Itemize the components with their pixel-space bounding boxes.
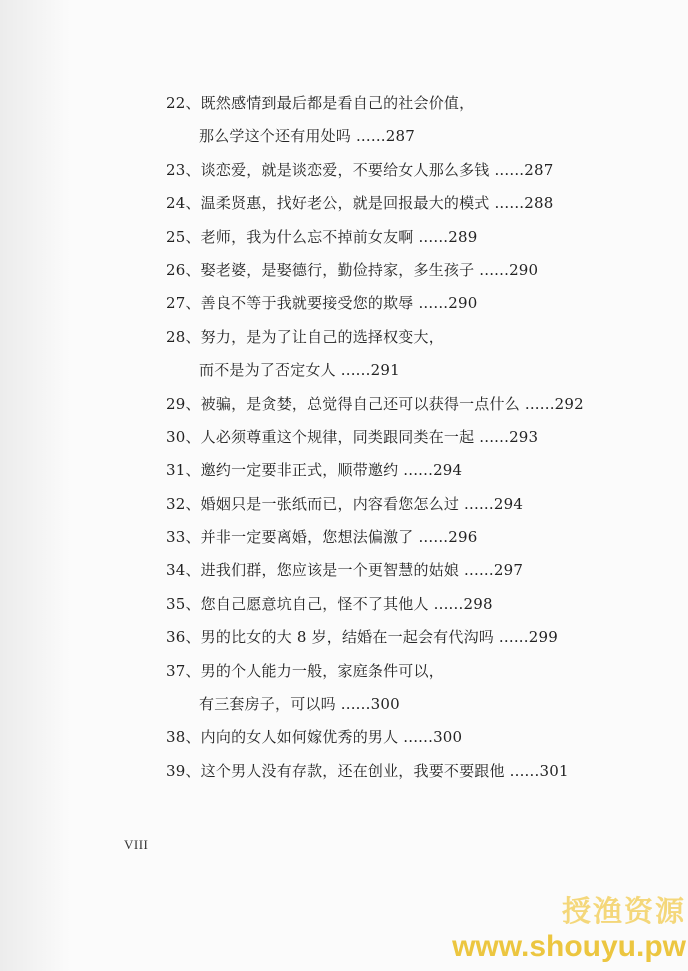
toc-entry: 37、男的个人能力一般，家庭条件可以，: [166, 661, 444, 680]
toc-entry: 28、努力，是为了让自己的选择权变大，: [166, 327, 444, 346]
toc-entry-continuation: 而不是为了否定女人 ......291: [199, 361, 400, 380]
watermark-url: www.shouyu.pw: [452, 930, 686, 963]
toc-entry: 29、被骗，是贪婪，总觉得自己还可以获得一点什么 ......292: [166, 394, 584, 413]
table-of-contents: [166, 90, 636, 791]
toc-entry: 22、既然感情到最后都是看自己的社会价值，: [166, 94, 475, 112]
toc-entry: 25、老师，我为什么忘不掉前女友啊 ......289: [166, 227, 478, 246]
watermark: [452, 898, 686, 962]
toc-entry: 36、男的比女的大 8 岁，结婚在一起会有代沟吗 ......299: [166, 628, 558, 647]
toc-entry: 27、善良不等于我就要接受您的欺辱 ......290: [166, 294, 478, 313]
toc-entry: 30、人必须尊重这个规律，同类跟同类在一起 ......293: [166, 427, 539, 446]
toc-entry-continuation: 有三套房子，可以吗 ......300: [199, 695, 400, 714]
toc-entry: 32、婚姻只是一张纸而已，内容看您怎么过 ......294: [166, 494, 524, 513]
toc-entry: 31、邀约一定要非正式，顺带邀约 ......294: [166, 461, 463, 480]
page-number: VIII: [124, 837, 149, 852]
toc-entry: 33、并非一定要离婚，您想法偏激了 ......296: [166, 528, 478, 547]
toc-entry: 38、内向的女人如何嫁优秀的男人 ......300: [166, 728, 463, 747]
toc-entry-continuation: 那么学这个还有用处吗 ......287: [199, 127, 416, 146]
scan-shadow: [0, 0, 70, 971]
toc-entry: 23、谈恋爱，就是谈恋爱，不要给女人那么多钱 ......287: [166, 160, 554, 179]
toc-entry: 24、温柔贤惠，找好老公，就是回报最大的模式 ......288: [166, 194, 554, 213]
toc-entry: 35、您自己愿意坑自己，怪不了其他人 ......298: [166, 594, 493, 613]
toc-entry: 26、娶老婆，是娶德行，勤俭持家，多生孩子 ......290: [166, 260, 539, 279]
watermark-chinese: 授渔资源: [561, 896, 686, 928]
toc-entry: 39、这个男人没有存款，还在创业，我要不要跟他 ......301: [166, 761, 569, 780]
toc-entry: 34、进我们群，您应该是一个更智慧的姑娘 ......297: [166, 561, 524, 580]
